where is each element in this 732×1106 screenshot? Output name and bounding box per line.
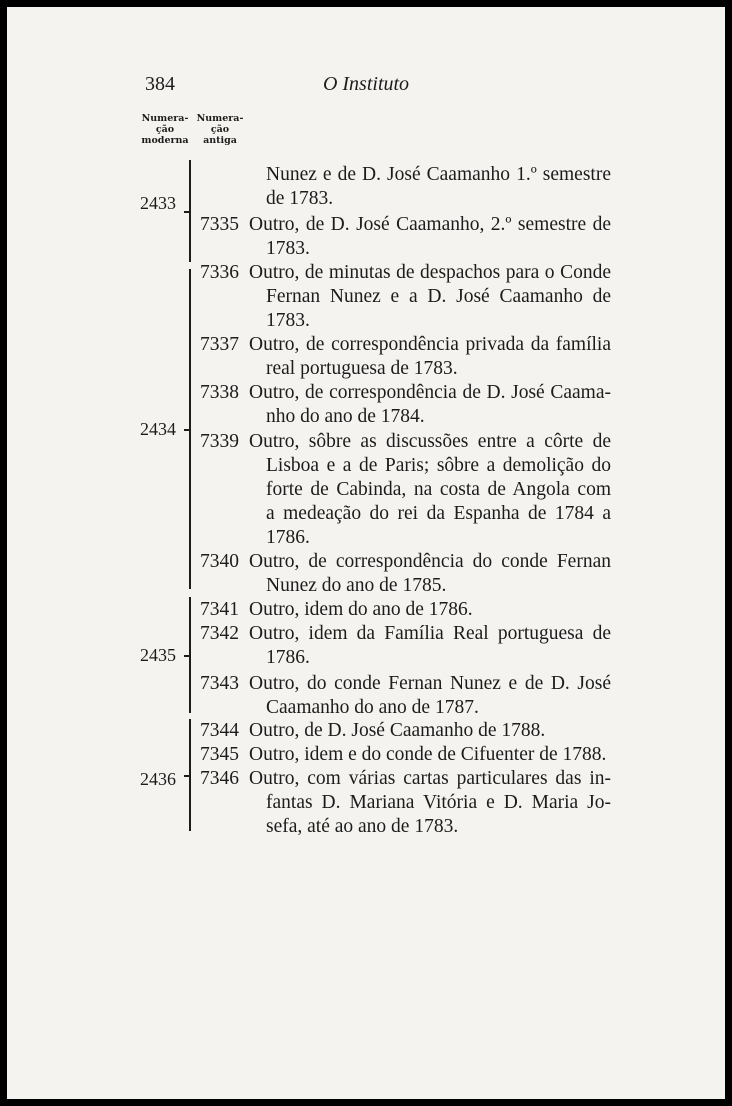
entry-line: Outro, sôbre as discussões entre a côrte de <box>249 431 611 452</box>
entry-line: Outro, idem da Família Real portuguesa de <box>249 623 611 644</box>
entry-number: 7338 <box>200 382 239 403</box>
entry-line: Nunez do ano de 1785. <box>266 575 447 596</box>
entry-line: Outro, de D. José Caamanho de 1788. <box>249 720 546 741</box>
modern-number: 2433 <box>140 193 176 213</box>
entry-number: 7335 <box>200 214 239 235</box>
entry-line: Outro, de D. José Caamanho, 2.º semestre de <box>249 214 611 235</box>
entry-line: real portuguesa de 1783. <box>266 358 458 379</box>
entry-line: nho do ano de 1784. <box>266 406 425 427</box>
entry-line: Lisboa e a de Paris; sôbre a demolição do <box>266 455 611 476</box>
entry-line: Caamanho do ano de 1787. <box>266 697 479 718</box>
entry-line: de 1783. <box>266 188 334 209</box>
group-brace <box>189 597 191 713</box>
entry-line: Outro, com várias cartas particulares das in- <box>249 768 611 789</box>
entry-number: 7345 <box>200 744 239 765</box>
column-header-antiga: Numera- ção antiga <box>196 113 244 146</box>
entry-line: Nunez e de D. José Caamanho 1.º semestre <box>266 164 611 185</box>
entry-number: 7342 <box>200 623 239 644</box>
running-title: O Instituto <box>322 73 410 95</box>
entry-number: 7344 <box>200 720 239 741</box>
entry-line: a medeação do rei da Espanha de 1784 a <box>266 503 611 524</box>
entry-line: fantas D. Mariana Vitória e D. Maria Jo- <box>266 792 611 813</box>
entry-line: forte de Cabinda, na costa de Angola com <box>266 479 611 500</box>
entry-line: Outro, de correspondência do conde Fernan <box>249 551 611 572</box>
document-page <box>7 7 725 1099</box>
group-brace <box>189 269 191 589</box>
entry-line: Outro, de correspondência de D. José Caama- <box>249 382 611 403</box>
page-number: 384 <box>145 73 175 95</box>
entry-line: 1783. <box>266 238 310 259</box>
modern-number: 2434 <box>140 419 176 439</box>
modern-number: 2435 <box>140 645 176 665</box>
group-brace <box>189 719 191 831</box>
entry-line: Outro, do conde Fernan Nunez e de D. José <box>249 673 611 694</box>
entry-number: 7339 <box>200 431 239 452</box>
entry-line: 1786. <box>266 527 310 548</box>
modern-number: 2436 <box>140 769 176 789</box>
entry-number: 7340 <box>200 551 239 572</box>
entry-line: Outro, idem do ano de 1786. <box>249 599 473 620</box>
entry-number: 7343 <box>200 673 239 694</box>
entry-number: 7337 <box>200 334 239 355</box>
entry-line: 1786. <box>266 647 310 668</box>
group-brace <box>189 160 191 262</box>
entry-line: 1783. <box>266 310 310 331</box>
entry-line: Outro, idem e do conde de Cifuenter de 1788. <box>249 744 607 765</box>
entry-number: 7341 <box>200 599 239 620</box>
entry-number: 7346 <box>200 768 239 789</box>
entry-line: Fernan Nunez e a D. José Caamanho de <box>266 286 611 307</box>
entry-line: Outro, de correspondência privada da família <box>249 334 611 355</box>
entry-number: 7336 <box>200 262 239 283</box>
column-header-modern: Numera- ção moderna <box>141 113 189 146</box>
entry-line: Outro, de minutas de despachos para o Conde <box>249 262 611 283</box>
entry-line: sefa, até ao ano de 1783. <box>266 816 459 837</box>
